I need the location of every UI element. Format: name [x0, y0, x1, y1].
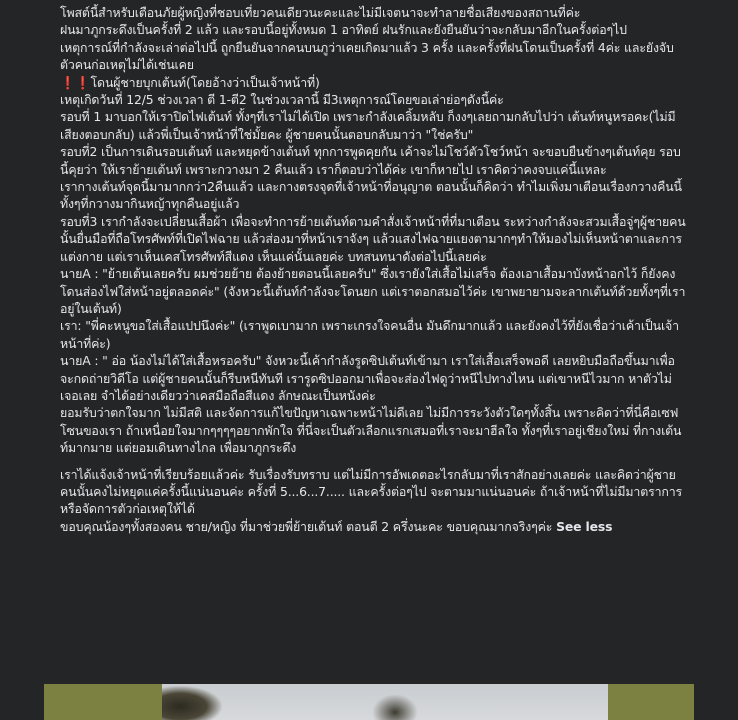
post-paragraph: ขอบคุณน้องๆทั้งสองคน ชาย/หญิง ที่มาช่วยพี่ย้ายเต้นท์ ตอนตี 2 ครึ่งนะคะ ขอบคุณมากจริงๆค่ะ	[60, 518, 553, 534]
post-paragraph: เหตุเกิดวันที่ 12/5 ช่วงเวลา ตี 1-ตี2 ในช่วงเวลานี้ มี3เหตุการณ์โดยขอเล่าย่อๆดังนี้ค่ะ	[60, 92, 504, 108]
post-paragraph: ❗❗โดนผู้ชายบุกเต้นท์(โดยอ้างว่าเป็นเจ้าหน้าที่)	[60, 74, 320, 90]
post-paragraph: รอบที่3 เรากำลังจะเปลี่ยนเสื้อผ้า เพื่อจะทำการย้ายเต้นท์ตามคำสั่งเจ้าหน้าที่ที่มาเตือน ระหว่างกำลังจะสวมเสื้อจู่ๆผู้ชายคนนั้นยื่นมือที่ถือโทรศัพท์ที่เปิดไฟฉาย แล้วส่องมาที่หน้าเราจังๆ แล้วแสงไฟฉายแยงตามากๆทำให้มองไม่เห็นหน้าตาและการแต่งกาย แต่เราเห็นเคสโทรศัพท์สีแดง เห็นแค่นั้นเลยค่ะ บทสนทนาดังต่อไปนี้เลยค่ะ	[60, 213, 686, 264]
post-paragraph: เรา: "พี่คะหนูขอใส่เสื้อแปปนึงค่ะ" (เราพูดเบามาก เพราะเกรงใจคนอื่น มันดึกมากแล้ว และยังคงไว้ที่ยังเชื่อว่าเค้าเป็นเจ้าหน้าที่ค่ะ)	[60, 318, 679, 351]
post-text	[60, 4, 686, 535]
post-last-paragraph	[60, 518, 686, 535]
post-paragraph: นายA : "ย้ายเต้นเลยครับ ผมช่วยย้าย ต้องย้ายตอนนี้เลยครับ" ซึ่งเรายังใส่เสื้อไม่เสร็จ ต้องเอาเสื้อมาบังหน้าอกไว้ ก็ยังคงโดนส่องไฟใส่หน้าอยู่ตลอดค่ะ" (จังหวะนี้เต้นท์กำลังจะโดนยก แต่เราตอกสมอไว้ค่ะ เขาพยายามจะลากเต้นท์ด้วยทั้งๆที่เราอยู่ในเต้นท์)	[60, 266, 686, 316]
post-paragraph: เราได้แจ้งเจ้าหน้าที่เรียบร้อยแล้วค่ะ รับเรื่องรับทราบ แต่ไม่มีการอัพเดตอะไรกลับมาที่เราสักอย่างเลยค่ะ และคิดว่าผู้ชายคนนั้นคงไม่หยุดแค่ครั้งนี้แน่นอนค่ะ ครั้งที่ 5...6...7..... และครั้งต่อๆไป จะตามมาแน่นอนค่ะ ถ้าเจ้าหน้าที่ไม่มีมาตราการหรือจัดการตัวก่อเหตุให้ได้	[60, 466, 683, 517]
post-photo-frame[interactable]	[44, 684, 694, 720]
post-paragraph: ยอมรับว่าตกใจมาก ไม่มีสติ และจัดการแก้ไขปัญหาเฉพาะหน้าไม่ดีเลย ไม่มีการระวังตัวใดๆทั้งสิ้น เพราะคิดว่าที่นี่คือเซฟโซนของเรา ถ้าเหนื่อยใจมากๆๆๆๆอยากพักใจ ที่นี่จะเป็นตัวเลือกแรกเสมอที่เราจะมาฮีลใจ ทั้งๆที่เราอยู่เชียงใหม่ ที่กางเต้นท์มากมาย แต่ยอมเดินทางไกล เพื่อมาภูกระดึง	[60, 405, 682, 456]
tree-silhouette	[162, 686, 222, 720]
post-paragraph: เหตุการณ์ที่กำลังจะเล่าต่อไปนี้ ถูกยืนยันจากคนบนภูว่าเคยเกิดมาแล้ว 3 ครั้ง และครั้งที่ฝนโดนเป็นครั้งที่ 4ค่ะ และยังจับตัวคนก่อเหตุไม่ได้เช่นเคย	[60, 39, 674, 73]
tree-silhouette	[372, 694, 418, 720]
post-paragraph: เรากางเต้นท์จุดนี้มามากกว่า2คืนแล้ว และกางตรงจุดที่เจ้าหน้าที่อนุญาต ตอนนั้นก็คิดว่า ทำไมเพิ่งมาเตือนเรื่องกวางคืนนี้ ทั้งๆที่กวางมากินหญ้าทุกคืนอยู่แล้ว	[60, 179, 682, 212]
post-paragraph: โพสต์นี้สำหรับเตือนภัยผู้หญิงที่ชอบเที่ยวคนเดียวนะคะและไม่มีเจตนาจะทำลายชื่อเสียงของสถานที่ค่ะ	[60, 5, 581, 20]
post-photo[interactable]	[162, 684, 608, 720]
post-paragraph: นายA : " อ่อ น้องไม่ได้ใส่เสื้อหรอครับ" จังหวะนี้เค้ากำลังรูดซิปเต้นท์เข้ามา เราใส่เสื้อเสร็จพอดี เลยหยิบมือถือขึ้นมาเพื่อจะกดถ่ายวิดีโอ แต่ผู้ชายคนนั้นก็รีบหนีทันที เรารูดซิปออกมาเพื่อจะส่องไฟดูว่าหนีไปทางไหน แต่เขาหนีไวมาก หาตัวไม่เจอเลย จำได้อย่างเดียวว่าเคสมือถือสีแดง ลักษณะเป็นหนังค่ะ	[60, 353, 675, 403]
see-less-link[interactable]: See less	[556, 518, 613, 534]
post-card	[44, 0, 694, 684]
post-paragraph: รอบที่2 เป็นการเดินรอบเต้นท์ และหยุดข้างเต้นท์ ทุกการพูดคุยกัน เค้าจะไม่โชว์ตัวโชว์หน้า จะขอบยืนข้างๆเต้นท์คุย รอบนี้คุยว่า ให้เราย้ายเต้นท์ เพราะกวางมา 2 คืนแล้ว เราก็ตอบว่าได้ค่ะ เขาก็หายไป เราคิดว่าคงจบแค่นี้แหละ	[60, 144, 681, 177]
post-paragraph: ฝนมาภูกระดึงเป็นครั้งที่ 2 แล้ว และรอบนี้อยู่ทั้งหมด 1 อาทิตย์ ฝนรักและยังยืนยันว่าจะกลับมาอีกในครั้งต่อๆไป	[60, 22, 627, 38]
post-paragraph: รอบที่ 1 มาบอกให้เราปิดไฟเต้นท์ ทั้งๆที่เราไม่ได้เปิด เพราะกำลังเคลิ้มหลับ ก็งงๆเลยถามกลับไปว่า เต้นท์หนูหรอคะ(ไม่มีเสียงตอบกลับ) แล้วพี่เป็นเจ้าหน้าที่ใช่มั้ยคะ ผู้ชายคนนั้นตอบกลับมาว่า "ใช่ครับ"	[60, 109, 676, 142]
